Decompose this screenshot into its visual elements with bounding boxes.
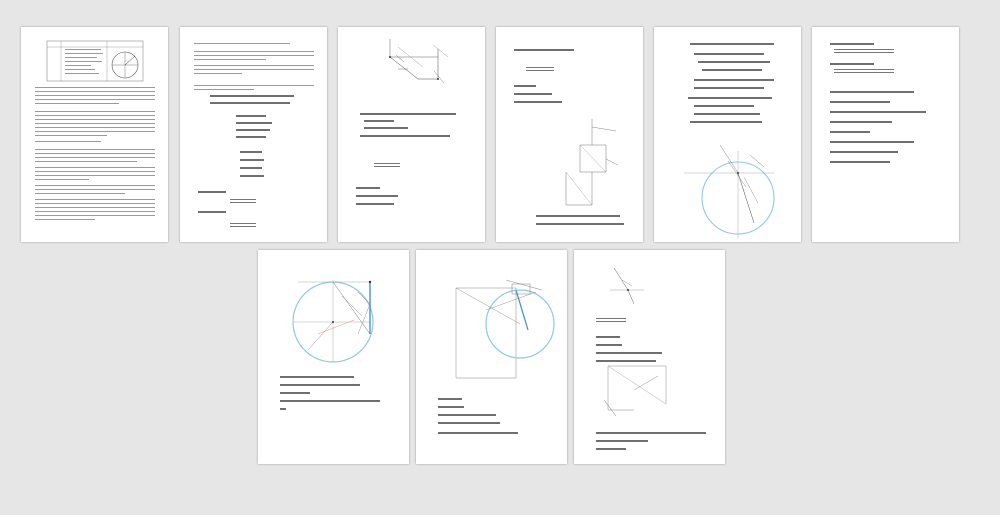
document-page-7[interactable] xyxy=(258,250,409,464)
page-5-acceleration-diagram xyxy=(654,27,801,242)
document-page-3[interactable] xyxy=(338,27,485,242)
document-page-1[interactable] xyxy=(21,27,168,242)
document-page-9[interactable] xyxy=(574,250,725,464)
page-7-acceleration-diagram xyxy=(258,250,409,464)
document-page-5[interactable] xyxy=(654,27,801,242)
document-page-4[interactable] xyxy=(496,27,643,242)
document-page-6[interactable] xyxy=(812,27,959,242)
document-page-2[interactable] xyxy=(180,27,327,242)
page-4-velocity-diagram xyxy=(496,27,643,242)
document-page-8[interactable] xyxy=(416,250,567,464)
